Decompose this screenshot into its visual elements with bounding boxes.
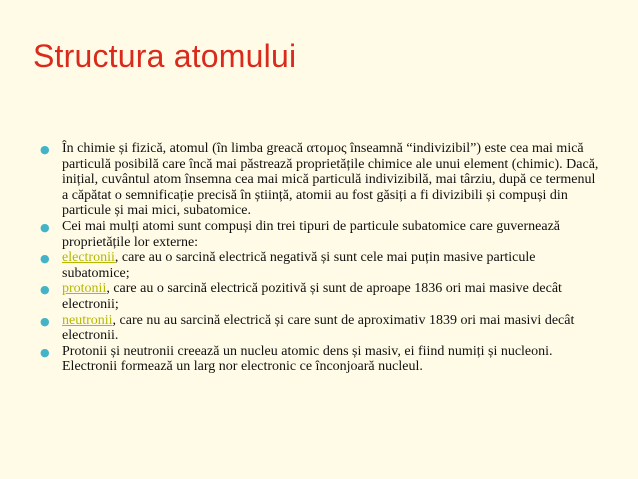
bullet-text: , care nu au sarcină electrică și care sunt de aproximativ 1839 ori mai masivi decât electronii. <box>62 312 575 344</box>
electrons-link[interactable]: electronii <box>62 250 115 266</box>
neutrons-link[interactable]: neutronii <box>62 312 113 328</box>
bullet-text: , care au o sarcină electrică pozitivă și sunt de aproape 1836 ori mai masive decât electronii; <box>62 281 562 312</box>
bullet-list <box>40 141 600 375</box>
bullet-item-neutrons <box>40 313 600 344</box>
bullet-item-subatomic <box>40 219 600 250</box>
circle-bullet-icon: ● <box>40 252 50 266</box>
bullet-item-definition <box>40 141 600 219</box>
bullet-item-electrons <box>40 250 600 281</box>
circle-bullet-icon: ● <box>40 345 50 359</box>
bullet-text: Protonii și neutronii creează un nucleu atomic dens și masiv, ei fiind numiți și nucleoni. Electronii formează un larg nor electronic ce înconjoară nucleul. <box>62 343 553 375</box>
circle-bullet-icon: ● <box>40 143 50 156</box>
bullet-text: , care au o sarcină electrică negativă și sunt cele mai puțin masive particule subatomice; <box>62 250 536 281</box>
bullet-item-protons <box>40 281 600 312</box>
circle-bullet-icon: ● <box>40 314 50 328</box>
protons-link[interactable]: protonii <box>62 281 107 297</box>
bullet-text: Cei mai mulți atomi sunt compuși din trei tipuri de particule subatomice care guvernează proprietățile lor externe: <box>62 218 561 250</box>
slide-title: Structura atomului <box>33 38 297 74</box>
bullet-item-nucleus <box>40 344 600 375</box>
circle-bullet-icon: ● <box>40 220 50 234</box>
bullet-text: În chimie și fizică, atomul (în limba greacă ατομος înseamnă “indivizibil”) este cea mai mică particulă posibilă care încă mai păstrează proprietățile chimice ale unui element (chimic). Dacă, inițial, cuvântul atom însemna cea mai mică particulă indivizibilă, mai târziu, după ce termenul a căpătat o semnificație precisă în știință, atomii au fost găsiți a fi divizibili și compuși din particule și mai mici, subatomice. <box>62 141 599 219</box>
circle-bullet-icon: ● <box>40 283 50 297</box>
